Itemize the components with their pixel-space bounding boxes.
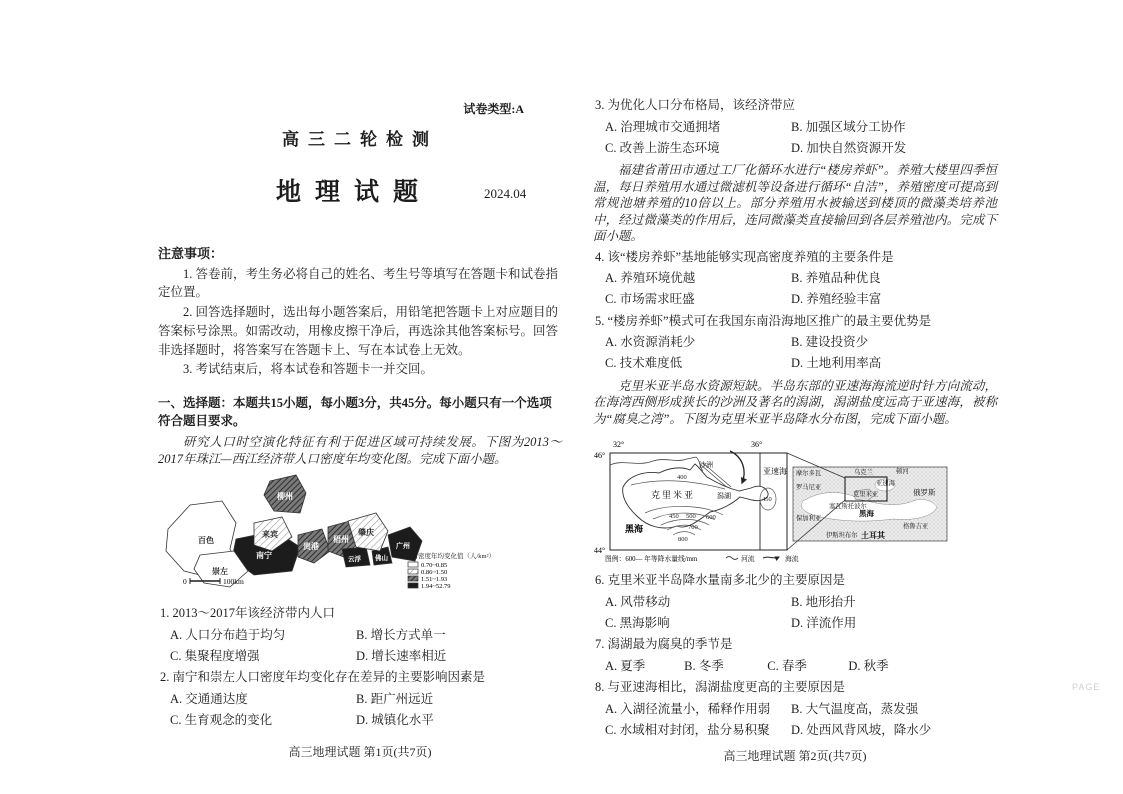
q4-option-b: B. 养殖品种优良 (791, 271, 881, 286)
q2-option-c: C. 生育观念的变化 (170, 712, 273, 727)
paper-type-label: 试卷类型:A (463, 102, 524, 116)
map-label-guangzhou: 广州 (396, 542, 410, 550)
q2-option-b: B. 距广州远近 (356, 691, 434, 706)
inset-istanbul-label: 伊斯坦布尔 (826, 532, 858, 539)
q4-option-a: A. 养殖环境优越 (605, 271, 696, 286)
inset-bulgaria-label: 保加利亚 (796, 515, 822, 522)
intro-population: 研究人口时空演化特征有利于促进区域可持续发展。下图为2013～2017年珠江—西江经济带人口密度年均变化图。完成下面小题。 (158, 435, 562, 466)
pearl-river-map-svg (158, 471, 513, 596)
q8-option-c: C. 水域相对封闭，盐分易积聚 (605, 722, 770, 737)
question-3 (593, 96, 997, 157)
inset-turkey-label: 土耳其 (861, 531, 885, 540)
q4-option-c: C. 市场需求旺盛 (605, 292, 695, 307)
map-label-laibin: 来宾 (262, 530, 278, 539)
q6-option-a: A. 风带移动 (605, 594, 671, 609)
q3-option-a: A. 治理城市交通拥堵 (605, 119, 721, 134)
q2-option-a: A. 交通通达度 (170, 691, 248, 706)
current-symbol (763, 557, 779, 558)
crimea-map (593, 431, 997, 568)
q8-option-b: B. 大气温度高，蒸发强 (791, 701, 919, 716)
inset-ukraine-label: 乌克兰 (854, 469, 873, 476)
section-title: 一、选择题：本题共15小题，每小题3分，共45分。每小题只有一个选项符合题目要求。 (158, 396, 552, 428)
crimea-legend-isoline: 图例：600— 年等降水量线/mm (605, 556, 698, 563)
pearl-legend-title: 人口密度年均变化值（人/km²） (405, 553, 496, 560)
isoline-800-label: 800 (678, 536, 688, 543)
inset-crimea-label: 克里米亚 (853, 491, 879, 498)
question-8 (593, 678, 997, 739)
inset-romania-label: 罗马尼亚 (796, 484, 822, 491)
notice-title: 注意事项： (158, 246, 224, 261)
question-2-stem: 2. 南宁和崇左人口密度年均变化存在差异的主要影响因素是 (160, 670, 486, 684)
q3-option-d: D. 加快自然资源开发 (791, 140, 907, 155)
crimea-map-svg (593, 431, 968, 563)
inset-azov-label: 亚速海 (876, 480, 895, 487)
map-label-liuzhou: 柳州 (277, 492, 293, 501)
legend-class-2: 0.86~1.50 (421, 569, 448, 576)
inset-moldova-label: 摩尔多瓦 (796, 470, 822, 477)
lagoon-label: 潟湖 (717, 492, 731, 500)
isoline-400-label: 400 (677, 474, 687, 481)
exam-round-title: 高三二轮检测 (282, 130, 438, 149)
q5-option-b: B. 建设投资少 (791, 335, 869, 350)
q1-option-a: A. 人口分布趋于均匀 (170, 627, 286, 642)
crimea-legend-current: 海流 (785, 556, 799, 563)
isoline-500-label: 500 (686, 513, 696, 520)
map-label-baise: 百色 (198, 536, 214, 545)
map-label-foshan: 佛山 (375, 555, 388, 562)
q5-option-d: D. 土地利用率高 (791, 356, 882, 371)
map-label-wuzhou: 梧州 (333, 535, 349, 544)
question-3-stem: 3. 为优化人口分布格局，该经济带应 (595, 98, 796, 112)
question-8-stem: 8. 与亚速海相比，潟湖盐度更高的主要原因是 (595, 679, 846, 694)
exam-date: 2024.04 (484, 186, 527, 201)
intro-shrimp: 福建省莆田市通过工厂化循环水进行“楼房养虾”。养殖大楼里四季恒温，每日养殖用水通过微滤机等设备进行循环“自洁”，养殖密度可提高到常规池塘养殖的10倍以上。部分养殖用水被输送到楼顶的微藻类培养池中，经过微藻类的作用后，连同微藻类直接输回到各层养殖池内。完成下面小题。 (593, 163, 997, 243)
q6-option-d: D. 洋流作用 (791, 615, 857, 630)
map-label-guigang: 贵港 (303, 542, 319, 551)
crimea-legend-river: 河流 (741, 556, 755, 563)
intro-crimea: 克里米亚半岛水资源短缺。半岛东部的亚速海海流逆时针方向流动，在海湾西侧形成狭长的沙洲及著名的潟湖，潟湖盐度远高于亚速海，被称为“腐臭之湾”。下图为克里米亚半岛降水分布图，完成下面小题。 (593, 378, 997, 426)
legend-swatch-1 (408, 562, 418, 567)
q7-option-c: C. 春季 (767, 658, 807, 673)
q8-option-d: D. 处西风背风坡，降水少 (791, 722, 932, 737)
scale-start: 0 (183, 577, 187, 586)
black-sea-label: 黑海 (625, 524, 644, 534)
q6-option-c: C. 黑海影响 (605, 615, 670, 630)
map-label-yunfu: 云浮 (348, 556, 361, 563)
pearl-river-map (158, 471, 562, 601)
exam-page-1 (158, 100, 562, 760)
q3-option-b: B. 加强区域分工协作 (791, 119, 906, 134)
spit-label: 沙洲 (699, 461, 713, 469)
q7-option-d: D. 秋季 (848, 658, 889, 673)
q5-option-c: C. 技术难度低 (605, 356, 683, 371)
notice-item-3: 3. 考试结束后，将本试卷和答题卡一并交回。 (183, 362, 434, 377)
q4-option-d: D. 养殖经验丰富 (791, 292, 882, 307)
title-block (158, 168, 562, 216)
q7-option-a: A. 夏季 (605, 658, 646, 673)
lon-36-label: 36° (751, 440, 763, 449)
question-5-stem: 5. “楼房养虾”模式可在我国东南沿海地区推广的最主要优势是 (595, 313, 932, 328)
inset-russia-label: 俄罗斯 (913, 488, 936, 497)
legend-class-4: 1.94~52.79 (421, 583, 451, 590)
q1-option-d: D. 增长速率相近 (356, 648, 447, 663)
scale-end: 100km (223, 577, 244, 586)
lat-44-label: 44° (594, 546, 606, 555)
river-symbol (726, 557, 738, 560)
q3-option-c: C. 改善上游生态环境 (605, 140, 720, 155)
question-1 (158, 604, 562, 665)
lon-32-label: 32° (613, 440, 625, 449)
legend-swatch-3 (408, 576, 418, 581)
scan-corner-mark: PAGE (1072, 682, 1101, 692)
inset-don-river-label: 顿河 (896, 468, 909, 475)
lat-46-label: 46° (594, 451, 606, 460)
question-2 (158, 668, 562, 729)
inset-georgia-label: 格鲁吉亚 (903, 523, 929, 530)
notice-item-2: 2. 回答选择题时，选出每小题答案后，用铅笔把答题卡上对应题目的答案标号涂黑。如需改动，用橡皮擦干净后，再选涂其他答案标号。回答非选择题时，将答案写在答题卡上、写在本试卷上无效。 (158, 305, 559, 357)
isoline-600-label: 600 (706, 514, 716, 521)
q6-option-b: B. 地形抬升 (791, 594, 856, 609)
isoline-450-label: 450 (669, 513, 679, 520)
map-label-chongzuo: 崇左 (212, 567, 228, 576)
map-label-zhaoqing: 肇庆 (358, 528, 374, 537)
legend-class-3: 1.51~1.93 (421, 576, 448, 583)
notice-item-1: 1. 答卷前，考生务必将自己的姓名、考生号等填写在答题卡和试卷指定位置。 (158, 266, 559, 300)
q8-option-a: A. 入湖径流量小，稀释作用弱 (605, 701, 771, 716)
legend-swatch-4 (408, 583, 418, 588)
crimea-label: 克里米亚 (651, 490, 696, 500)
inset-sevastopol-label: 塞瓦斯托波尔 (829, 503, 867, 510)
isoline-450e-label: 450 (762, 496, 772, 503)
paper-title: 地理试题 (276, 179, 433, 206)
question-1-stem: 1. 2013～2017年该经济带内人口 (160, 606, 336, 620)
legend-class-1: 0.70~0.85 (421, 562, 448, 569)
q2-option-d: D. 城镇化水平 (356, 712, 434, 727)
inset-black-sea-label: 黑海 (859, 509, 874, 518)
mainland-coastline (610, 457, 703, 471)
q1-option-b: B. 增长方式单一 (356, 627, 446, 642)
isoline-700-label: 700 (688, 524, 698, 531)
pearl-map-legend (405, 551, 495, 590)
exam-page-2 (593, 93, 997, 764)
legend-swatch-2 (408, 569, 418, 574)
question-7-stem: 7. 潟湖最为腐臭的季节是 (595, 637, 733, 651)
question-6-stem: 6. 克里米亚半岛降水量南多北少的主要原因是 (595, 573, 846, 587)
q1-option-c: C. 集聚程度增强 (170, 648, 260, 663)
question-7 (593, 635, 997, 675)
q5-option-a: A. 水资源消耗少 (605, 335, 696, 350)
q7-option-b: B. 冬季 (684, 658, 724, 673)
page-2-footer: 高三地理试题 第2页(共7页) (723, 748, 867, 763)
question-4 (593, 248, 997, 309)
sea-current-arrow (730, 451, 744, 483)
page-1-footer: 高三地理试题 第1页(共7页) (288, 745, 432, 759)
azov-sea-label: 亚速海 (763, 467, 787, 476)
question-4-stem: 4. 该“楼房养虾”基地能够实现高密度养殖的主要条件是 (595, 249, 894, 264)
notice-block (158, 244, 562, 379)
question-5 (593, 312, 997, 373)
question-6 (593, 571, 997, 632)
map-label-nanning: 南宁 (256, 551, 272, 560)
